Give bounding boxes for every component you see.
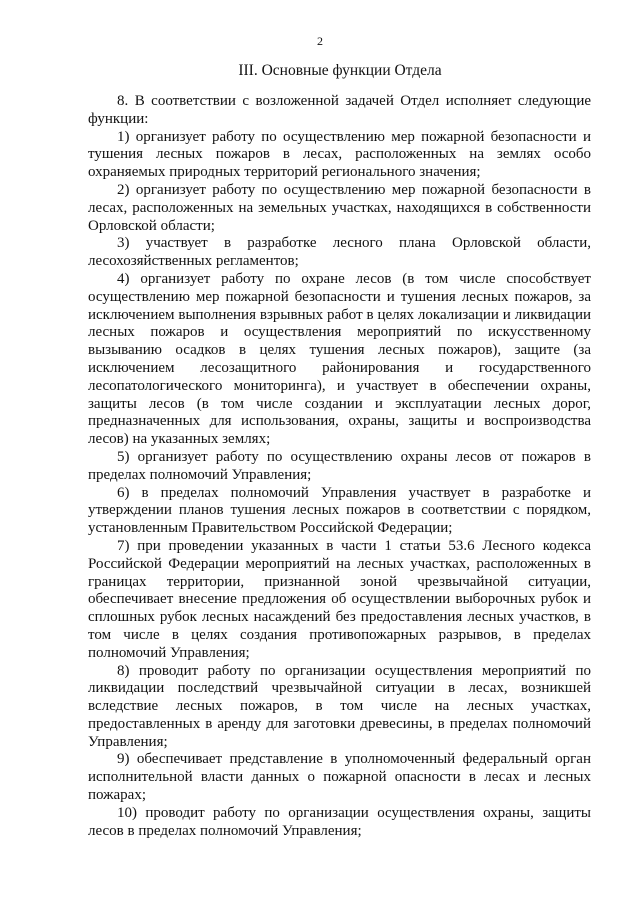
function-item-9: 9) обеспечивает представление в уполномоченный федеральный орган исполнительной власти данных о пожарной опасности в лесах и лесных пожарах;	[88, 751, 591, 804]
section-heading: III. Основные функции Отдела	[238, 62, 442, 79]
document-body	[88, 93, 591, 840]
intro-paragraph: 8. В соответствии с возложенной задачей Отдел исполняет следующие функции:	[88, 93, 591, 127]
function-item-1: 1) организует работу по осуществлению мер пожарной безопасности и тушения лесных пожаров в лесах, расположенных на землях особо охраняемых природных территорий регионального значения;	[88, 128, 591, 181]
function-item-2: 2) организует работу по осуществлению мер пожарной безопасности в лесах, расположенных на земельных участках, находящихся в собственности Орловской области;	[88, 181, 591, 234]
function-item-5: 5) организует работу по осуществлению охраны лесов от пожаров в пределах полномочий Управления;	[88, 448, 591, 483]
function-item-4: 4) организует работу по охране лесов (в том числе способствует осуществлению мер пожарной безопасности и тушения лесных пожаров, за исключением выполнения взрывных работ в целях локализации и ликвидации лесных пожаров и осуществления мероприятий по искусственному вызыванию осадков в целях тушения лесных пожаров), защите (за исключением лесозащитного районирования и государственного лесопатологического мониторинга), и участвует в обеспечении охраны, защиты лесов (в том числе создании и эксплуатации лесных дорог, предназначенных для использования, охраны, защиты и воспроизводства лесов) на указанных землях;	[88, 270, 591, 448]
function-item-6: 6) в пределах полномочий Управления участвует в разработке и утверждении планов тушения лесных пожаров в соответствии с порядком, установленным Правительством Российской Федерации;	[88, 484, 591, 537]
function-item-3: 3) участвует в разработке лесного плана Орловской области, лесохозяйственных регламентов;	[88, 235, 591, 270]
function-item-7: 7) при проведении указанных в части 1 статьи 53.6 Лесного кодекса Российской Федерации мероприятий на лесных участках, расположенных в границах территории, признанной зоной чрезвычайной ситуации, обеспечивает внесение предложения об осуществлении выборочных рубок и сплошных рубок лесных насаждений без предоставления лесных участков, в том числе в целях создания противопожарных разрывов, в пределах полномочий Управления;	[88, 537, 591, 661]
function-item-10: 10) проводит работу по организации осуществления охраны, защиты лесов в пределах полномочий Управления;	[88, 804, 591, 839]
page-number: 2	[317, 34, 323, 48]
function-item-8: 8) проводит работу по организации осуществления мероприятий по ликвидации последствий чрезвычайной ситуации в лесах, возникшей вследствие лесных пожаров, в том числе на лесных участках, предоставленных в аренду для заготовки древесины, в пределах полномочий Управления;	[88, 662, 591, 750]
